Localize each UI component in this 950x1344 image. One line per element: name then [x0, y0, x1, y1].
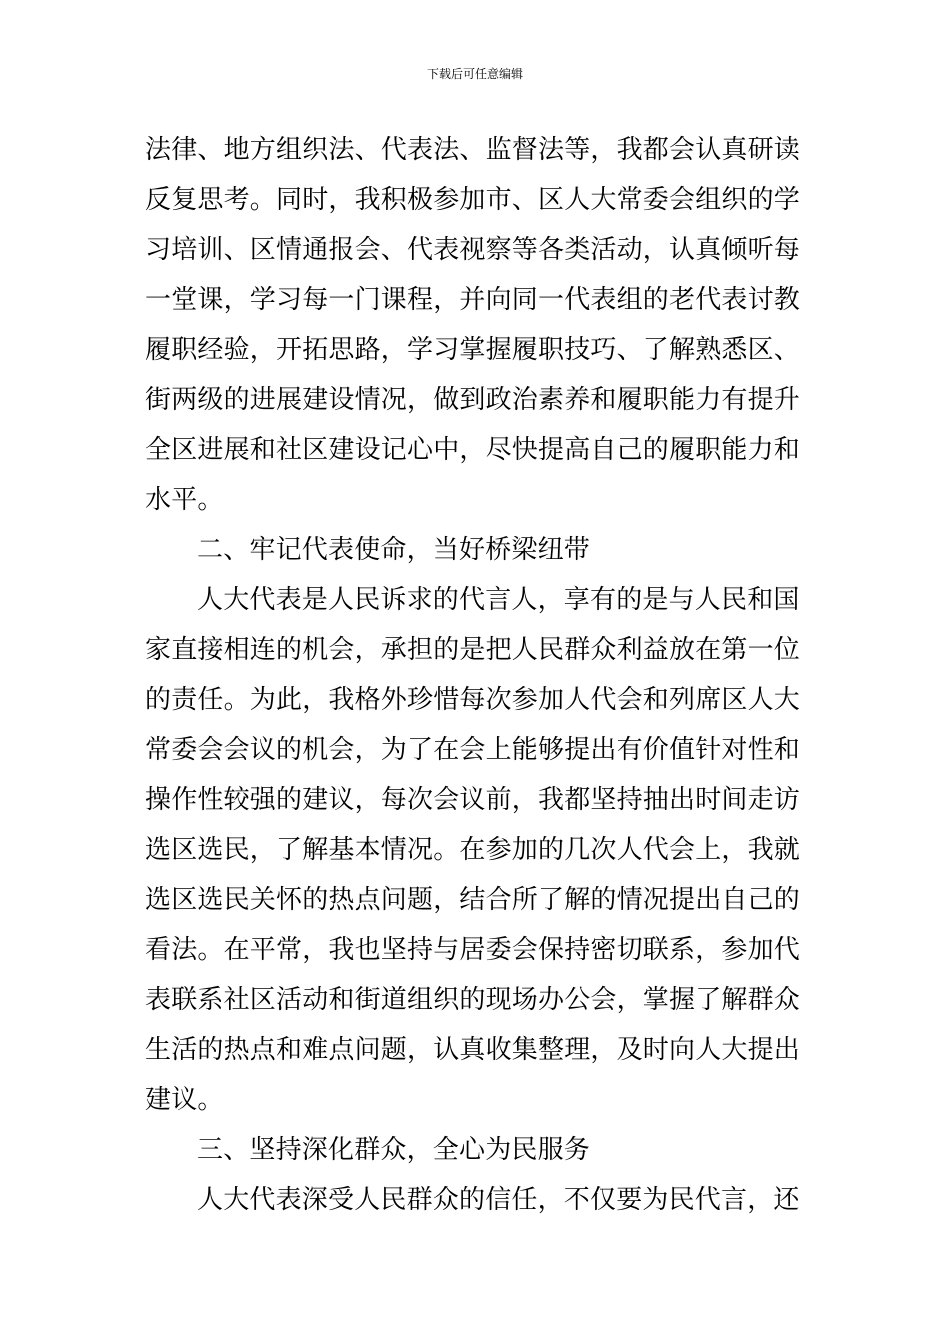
body-line: 反复思考。同时，我积极参加市、区人大常委会组织的学	[145, 185, 801, 215]
body-line: 一堂课，学习每一门课程，并向同一代表组的老代表讨教	[145, 285, 801, 315]
body-line: 法律、地方组织法、代表法、监督法等，我都会认真研读	[145, 135, 801, 165]
body-line: 人大代表深受人民群众的信任，不仅要为民代言，还	[197, 1185, 800, 1215]
section-heading: 三、坚持深化群众，全心为民服务	[197, 1135, 591, 1165]
section-heading: 二、牢记代表使命，当好桥梁纽带	[197, 535, 591, 565]
page-header: 下载后可任意编辑	[426, 67, 523, 81]
body-line: 表联系社区活动和街道组织的现场办公会，掌握了解群众	[145, 985, 801, 1015]
body-line: 生活的热点和难点问题，认真收集整理，及时向人大提出	[145, 1035, 801, 1065]
body-line: 街两级的进展建设情况，做到政治素养和履职能力有提升	[145, 385, 801, 415]
body-line: 选区选民关怀的热点问题，结合所了解的情况提出自己的	[145, 885, 801, 915]
body-line: 习培训、区情通报会、代表视察等各类活动，认真倾听每	[145, 235, 801, 265]
body-line: 全区进展和社区建设记心中，尽快提高自己的履职能力和	[145, 435, 801, 465]
body-line: 建议。	[145, 1085, 224, 1115]
body-line: 选区选民，了解基本情况。在参加的几次人代会上，我就	[145, 835, 801, 865]
body-line: 的责任。为此，我格外珍惜每次参加人代会和列席区人大	[145, 685, 801, 715]
body-line: 看法。在平常，我也坚持与居委会保持密切联系，参加代	[145, 935, 801, 965]
body-line: 家直接相连的机会，承担的是把人民群众利益放在第一位	[145, 635, 801, 665]
body-line: 水平。	[145, 485, 224, 515]
body-line: 人大代表是人民诉求的代言人，享有的是与人民和国	[197, 585, 800, 615]
body-line: 操作性较强的建议，每次会议前，我都坚持抽出时间走访	[145, 785, 801, 815]
body-line: 履职经验，开拓思路，学习掌握履职技巧、了解熟悉区、	[145, 335, 801, 365]
body-line: 常委会会议的机会，为了在会上能够提出有价值针对性和	[145, 735, 801, 765]
